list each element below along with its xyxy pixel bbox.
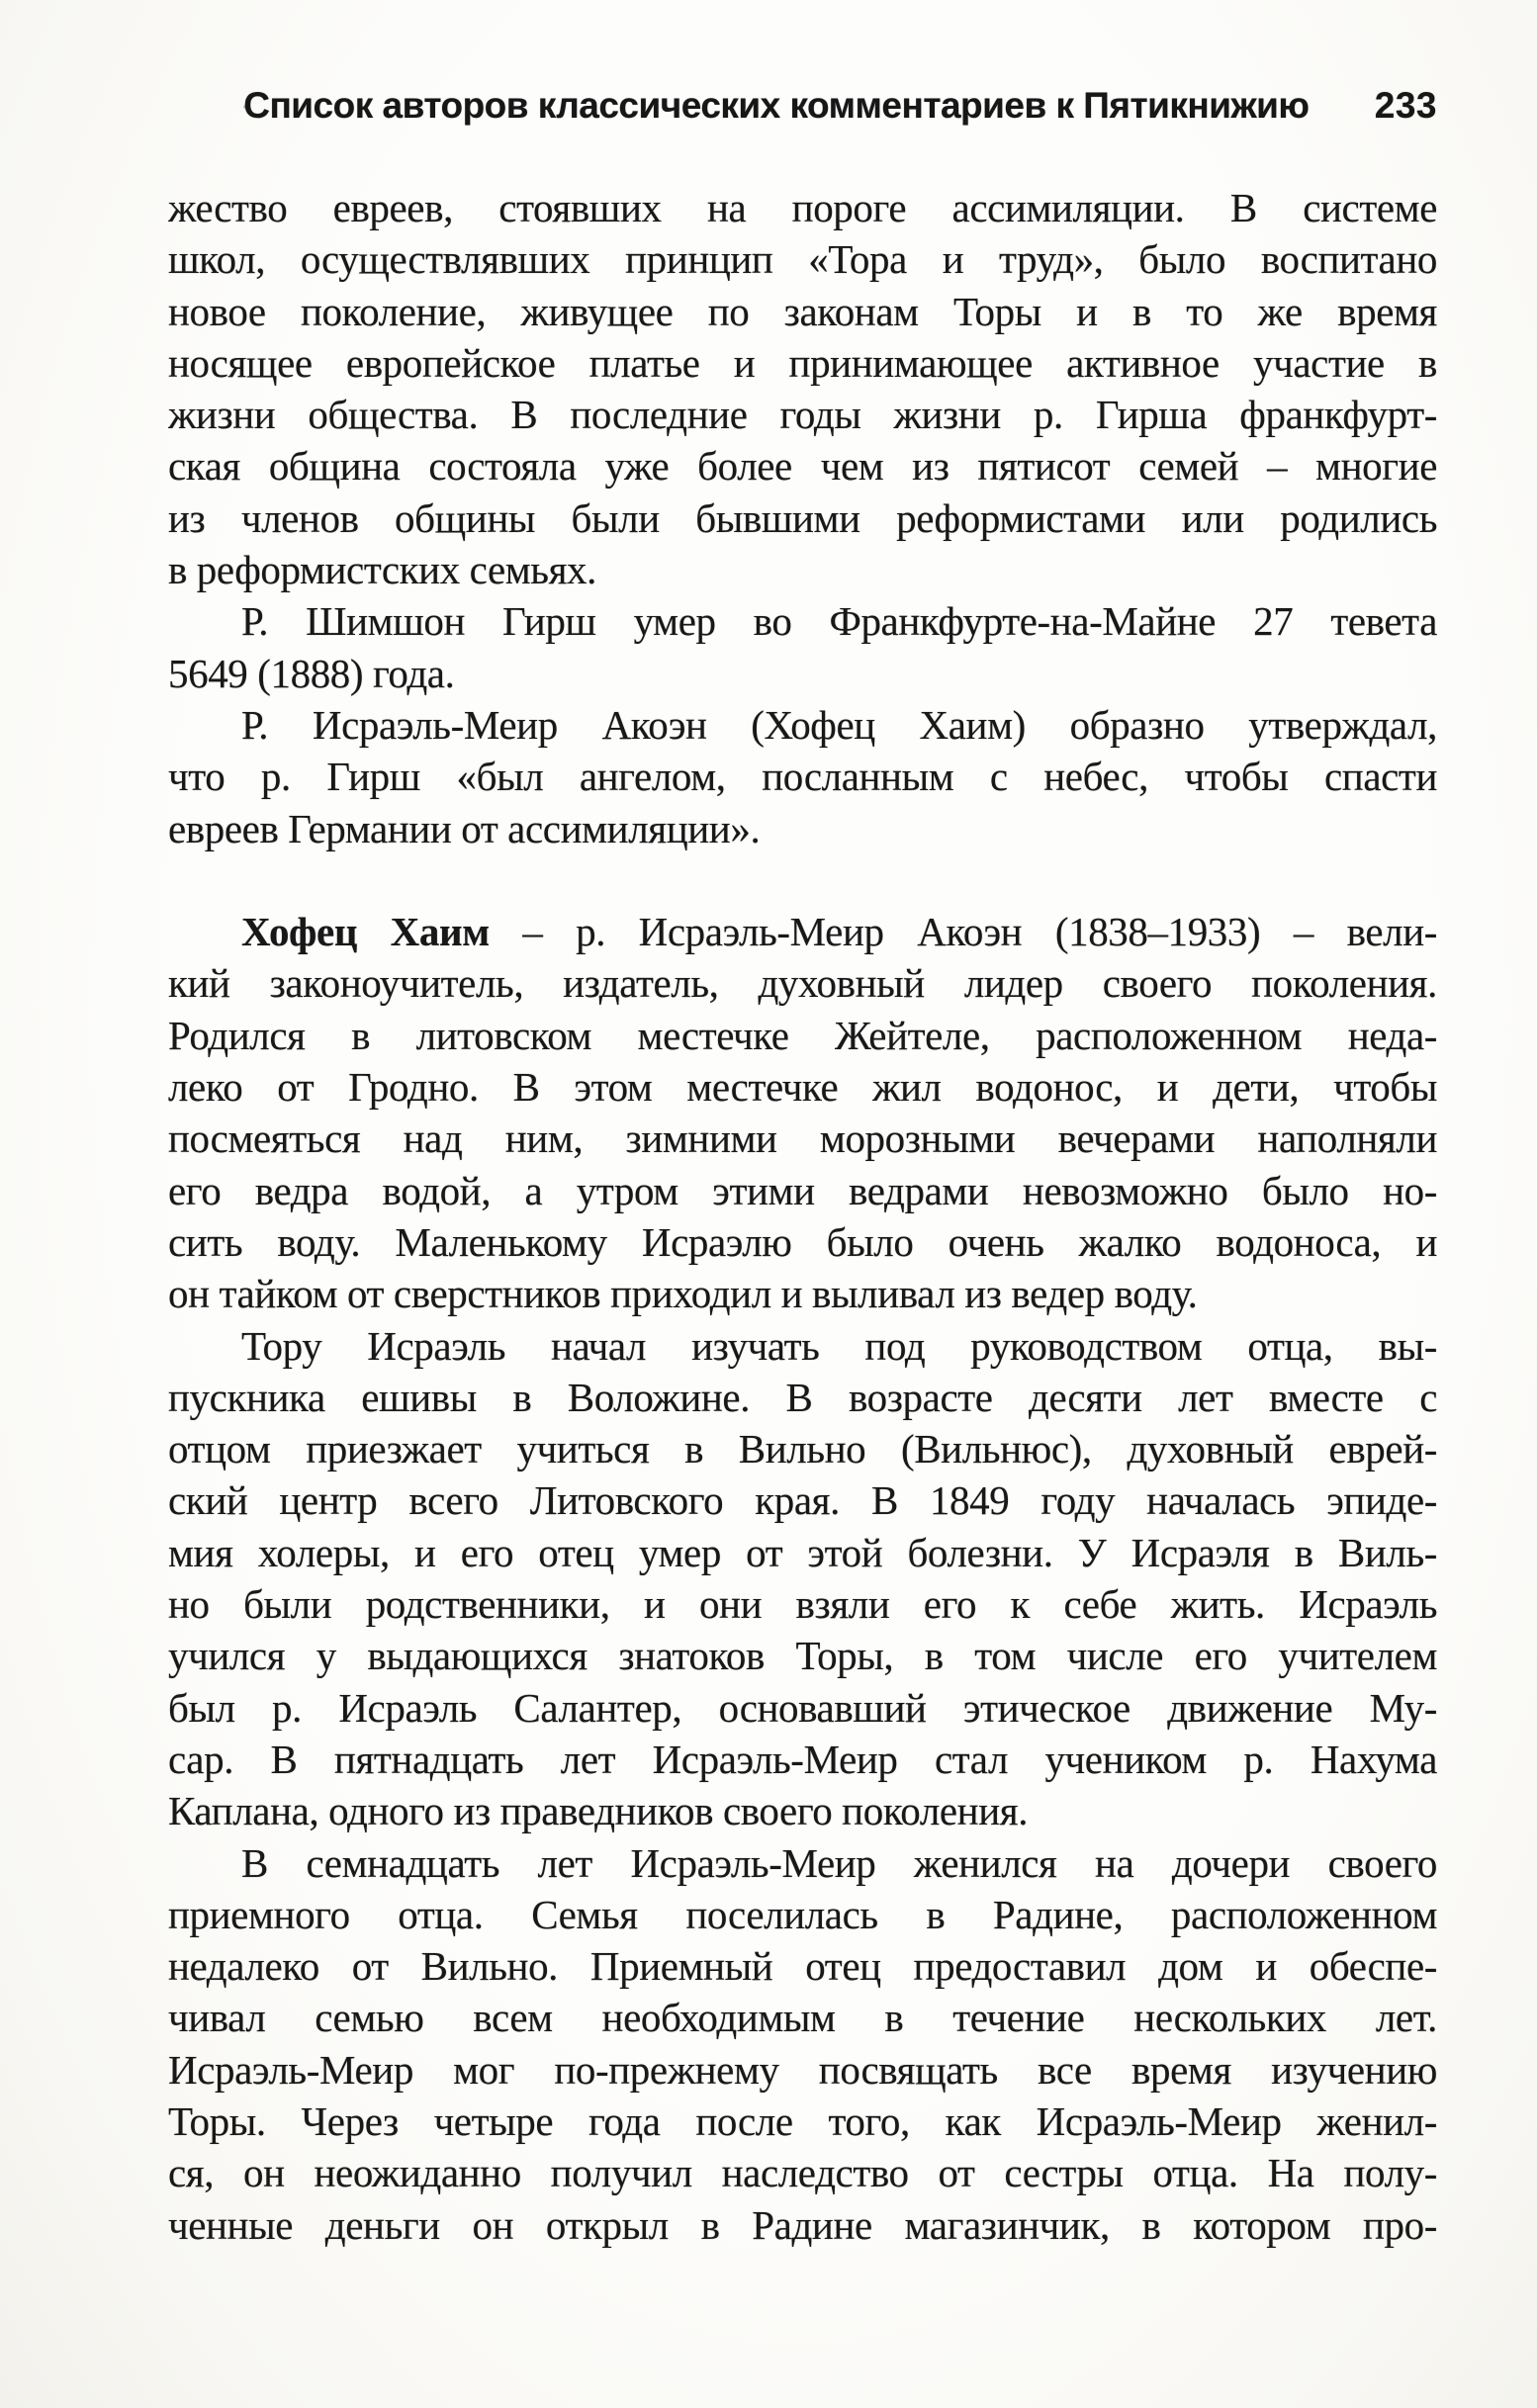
text-line: но были родственники, и они взяли его к себе жить. Исраэль xyxy=(168,1581,1437,1628)
text-line: В семнадцать лет Исраэль-Меир женился на дочери своего xyxy=(241,1839,1437,1886)
text-line: Торы. Через четыре года после того, как Исраэль-Меир женил- xyxy=(168,2097,1437,2144)
text-line: Исраэль-Меир мог по-прежнему посвящать все время изучению xyxy=(168,2046,1437,2093)
text-line: ская община состояла уже более чем из пятисот семей – многие xyxy=(168,443,1437,490)
text-line: жизни общества. В последние годы жизни р. Гирша франкфурт- xyxy=(168,392,1437,438)
text-line: его ведра водой, а утром этими ведрами невозможно было но- xyxy=(168,1167,1437,1213)
text-line: ченные деньги он открыл в Радине магазинчик, в котором про- xyxy=(168,2201,1437,2248)
paragraph xyxy=(168,182,1437,595)
text-block xyxy=(168,182,1437,2251)
text-line: учился у выдающихся знатоков Торы, в том числе его учителем xyxy=(168,1633,1437,1679)
text-line: кий законоучитель, издатель, духовный лидер своего поколения. xyxy=(168,960,1437,1007)
text-line: ский центр всего Литовского края. В 1849 году началась эпиде- xyxy=(168,1477,1437,1524)
paragraph-gap xyxy=(168,854,1437,906)
page-header xyxy=(168,85,1437,127)
text-line: новое поколение, живущее по законам Торы и в то же время xyxy=(168,288,1437,334)
running-title: Список авторов классических комментариев к Пятикнижию xyxy=(243,85,1310,126)
text-line-rest: – р. Исраэль-Меир Акоэн (1838–1933) – вели- xyxy=(489,909,1437,955)
text-line xyxy=(168,906,1437,957)
paragraph xyxy=(168,595,1437,699)
text-line: жество евреев, стоявших на пороге ассимиляции. В системе xyxy=(168,185,1437,230)
text-line: из членов общины были бывшими реформистами или родились xyxy=(168,494,1437,541)
entry-name-bold: Хофец Хаим xyxy=(241,909,490,955)
text-line: мия холеры, и его отец умер от этой болезни. У Исраэля в Виль- xyxy=(168,1529,1437,1575)
text-line: леко от Гродно. В этом местечке жил водонос, и дети, чтобы xyxy=(168,1064,1437,1111)
paragraph xyxy=(168,1320,1437,1837)
text-line: Родился в литовском местечке Жейтеле, расположенном неда- xyxy=(168,1012,1437,1058)
text-line: был р. Исраэль Салантер, основавший этическое движение Му- xyxy=(168,1684,1437,1731)
text-line: отцом приезжает учиться в Вильно (Вильнюс), духовный еврей- xyxy=(168,1426,1437,1472)
paragraph xyxy=(168,699,1437,854)
text-line: сить воду. Маленькому Исраэлю было очень жалко водоноса, и xyxy=(168,1218,1437,1265)
text-line: Тору Исраэль начал изучать под руководством отца, вы- xyxy=(241,1322,1437,1369)
text-line: сар. В пятнадцать лет Исраэль-Меир стал учеником р. Нахума xyxy=(168,1736,1437,1782)
text-line: ся, он неожиданно получил наследство от сестры отца. На полу- xyxy=(168,2150,1437,2196)
text-line: приемного отца. Семья поселилась в Радине, расположенном xyxy=(168,1891,1437,1937)
text-line: пускника ешивы в Воложине. В возрасте десяти лет вместе с xyxy=(168,1374,1437,1420)
text-line: чивал семью всем необходимым в течение нескольких лет. xyxy=(168,1995,1437,2041)
paragraph xyxy=(168,1837,1437,2251)
text-line: посмеяться над ним, зимними морозными вечерами наполняли xyxy=(168,1115,1437,1162)
text-line: евреев Германии от ассимиляции». xyxy=(168,805,761,851)
page-number: 233 xyxy=(1374,85,1437,126)
text-line: носящее европейское платье и принимающее активное участие в xyxy=(168,339,1437,386)
text-line: в реформистских семьях. xyxy=(168,547,597,593)
paragraph xyxy=(168,906,1437,1319)
text-line: 5649 (1888) года. xyxy=(168,650,455,696)
text-line: Р. Шимшон Гирш умер во Франкфурте-на-Майне 27 тевета xyxy=(241,598,1437,645)
text-line: что р. Гирш «был ангелом, посланным с небес, чтобы спасти xyxy=(168,754,1437,800)
text-line: недалеко от Вильно. Приемный отец предоставил дом и обеспе- xyxy=(168,1943,1437,1990)
text-line: школ, осуществлявших принцип «Тора и труд», было воспитано xyxy=(168,236,1437,283)
text-line: он тайком от сверстников приходил и выливал из ведер воду. xyxy=(168,1271,1198,1317)
text-line: Р. Исраэль-Меир Акоэн (Хофец Хаим) образно утверждал, xyxy=(241,701,1437,748)
text-line: Каплана, одного из праведников своего поколения. xyxy=(168,1788,1029,1834)
